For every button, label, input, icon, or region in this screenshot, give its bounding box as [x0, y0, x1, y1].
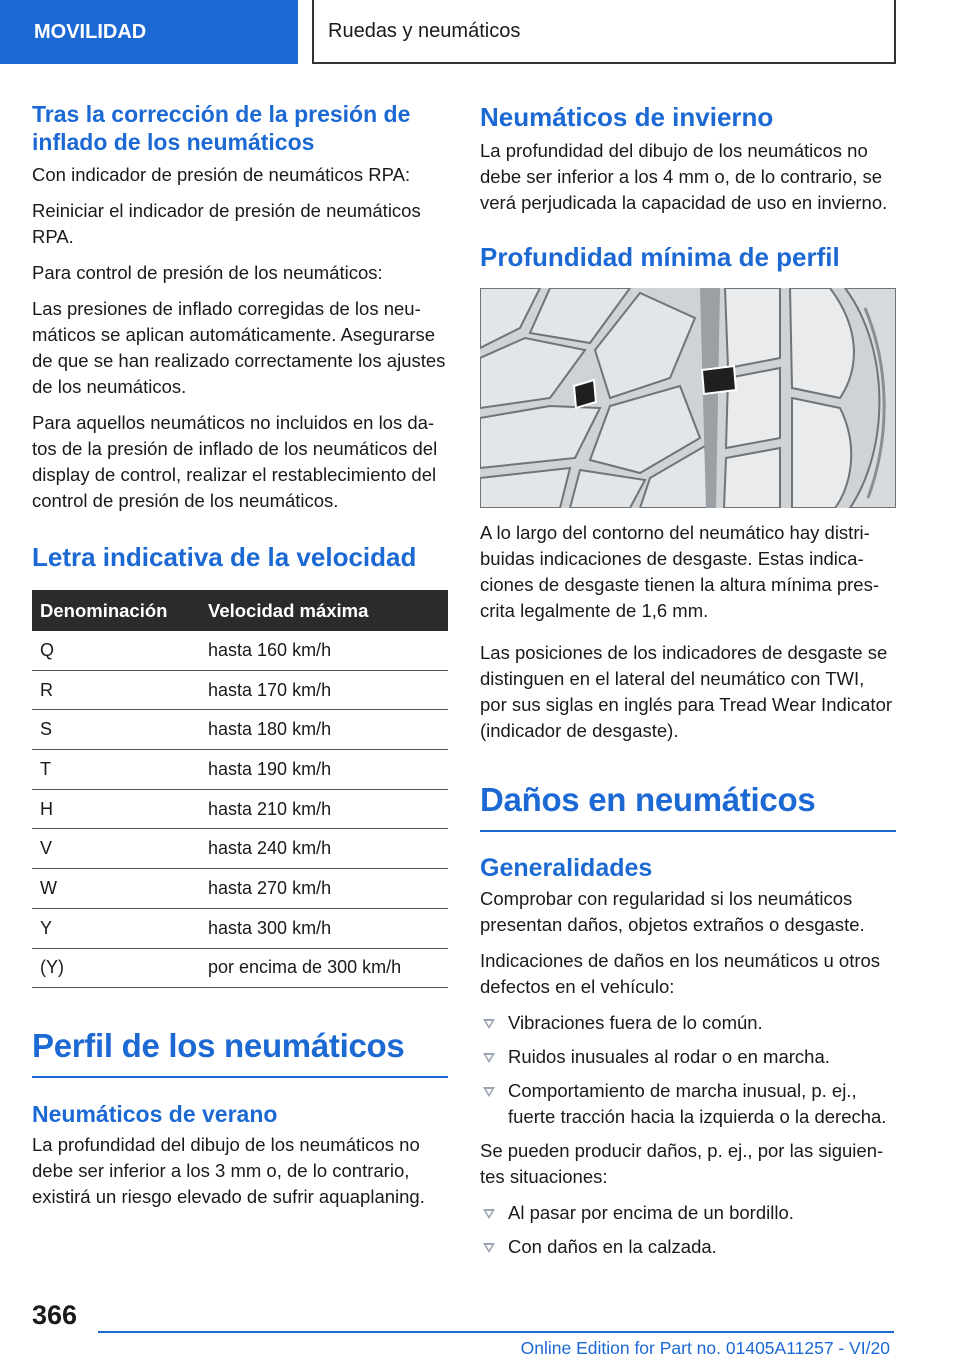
footer-divider [98, 1331, 894, 1333]
list-item: Al pasar por encima de un bordillo. [480, 1200, 896, 1226]
table-row [32, 750, 448, 790]
chapter-title: Ruedas y neumáticos [312, 0, 896, 64]
cell-code: H [32, 789, 200, 829]
table-row [32, 670, 448, 710]
cell-speed: hasta 270 km/h [200, 869, 448, 909]
cell-speed: hasta 170 km/h [200, 670, 448, 710]
cell-speed: por encima de 300 km/h [200, 948, 448, 988]
table-row [32, 631, 448, 670]
damage-indications-list [480, 1010, 896, 1130]
damage-situations-list [480, 1200, 896, 1260]
column-header-designation: Denominación [32, 590, 200, 631]
table-header-row [32, 590, 448, 631]
table-row [32, 948, 448, 988]
cell-code: V [32, 829, 200, 869]
edition-text: Online Edition for Part no. 01405A11257 - VI/20 [520, 1338, 890, 1358]
cell-code: T [32, 750, 200, 790]
paragraph: Reiniciar el indicador de presión de neumáticos RPA. [32, 200, 421, 247]
cell-speed: hasta 180 km/h [200, 710, 448, 750]
list-item: Ruidos inusuales al rodar o en marcha. [480, 1044, 896, 1070]
paragraph: Las presiones de inflado corregidas de los neumáticos se aplican automáticamente. Asegurarse de que se han realizado correctamente los ajustes de los neumáticos. [32, 298, 446, 397]
cell-code: S [32, 710, 200, 750]
paragraph: Se pueden producir daños, p. ej., por las siguientes situaciones: [480, 1140, 884, 1187]
cell-speed: hasta 190 km/h [200, 750, 448, 790]
section-tab: MOVILIDAD [0, 0, 298, 64]
general-heading: Generalidades [480, 854, 653, 882]
cell-code: Y [32, 908, 200, 948]
right-column [480, 100, 896, 1268]
page-number: 366 [32, 1300, 78, 1330]
paragraph: Las posiciones de los indicadores de desgaste se distinguen en el lateral del neumático con TWI, por sus siglas en inglés para Tread Wear Indicator (indicador de desgaste). [480, 642, 893, 741]
cell-speed: hasta 300 km/h [200, 908, 448, 948]
paragraph: Para control de presión de los neumáticos: [32, 262, 383, 283]
speed-heading: Letra indicativa de la velocidad [32, 542, 417, 572]
cell-code: Q [32, 631, 200, 670]
list-item: Con daños en la calzada. [480, 1234, 896, 1260]
column-header-max-speed: Velocidad máxima [200, 590, 448, 631]
cell-speed: hasta 210 km/h [200, 789, 448, 829]
summer-heading: Neumáticos de verano [32, 1101, 278, 1128]
tread-illustration [480, 288, 896, 508]
list-item: Comportamiento de marcha inusual, p. ej., fuerte tracción hacia la izquierda o la derecha. [480, 1078, 896, 1130]
paragraph: Para aquellos neumáticos no incluidos en los datos de la presión de inflado de los neumáticos del display de control, realizar el restablecimiento del control de presión de los neumáticos. [32, 412, 438, 511]
paragraph: Indicaciones de daños en los neumáticos u otros defectos en el vehículo: [480, 950, 881, 997]
cell-speed: hasta 160 km/h [200, 631, 448, 670]
table-row [32, 710, 448, 750]
list-item: Vibraciones fuera de lo común. [480, 1010, 896, 1036]
cell-code: R [32, 670, 200, 710]
cell-speed: hasta 240 km/h [200, 829, 448, 869]
paragraph: Comprobar con regularidad si los neumáticos presentan daños, objetos extraños o desgaste. [480, 888, 865, 935]
table-row [32, 869, 448, 909]
table-row [32, 829, 448, 869]
table-row [32, 789, 448, 829]
paragraph: Con indicador de presión de neumáticos RPA: [32, 164, 411, 185]
summer-text: La profundidad del dibujo de los neumáticos no debe ser inferior a los 3 mm o, de lo contrario, existirá un riesgo elevado de sufrir aquaplaning. [32, 1134, 425, 1208]
cell-code: (Y) [32, 948, 200, 988]
winter-heading: Neumáticos de invierno [480, 102, 774, 132]
min-depth-heading: Profundidad mínima de perfil [480, 242, 840, 272]
correction-heading: Tras la corrección de la presión de inflado de los neumáticos [32, 101, 411, 155]
triangle-bullet-icon [483, 1243, 495, 1253]
triangle-bullet-icon [483, 1209, 495, 1219]
winter-text: La profundidad del dibujo de los neumáticos no debe ser inferior a los 4 mm o, de lo contrario, se verá perjudicada la capacidad de uso en invierno. [480, 140, 888, 213]
left-column [32, 100, 448, 1220]
table-row [32, 908, 448, 948]
triangle-bullet-icon [483, 1087, 495, 1097]
damage-title: Daños en neumáticos [480, 778, 896, 832]
speed-table [32, 590, 448, 988]
profile-title: Perfil de los neumáticos [32, 1024, 448, 1078]
cell-code: W [32, 869, 200, 909]
triangle-bullet-icon [483, 1053, 495, 1063]
triangle-bullet-icon [483, 1019, 495, 1029]
paragraph: A lo largo del contorno del neumático hay distribuidas indicaciones de desgaste. Estas indicaciones de desgaste tienen la altura mínima prescrita legalmente de 1,6 mm. [480, 522, 880, 621]
